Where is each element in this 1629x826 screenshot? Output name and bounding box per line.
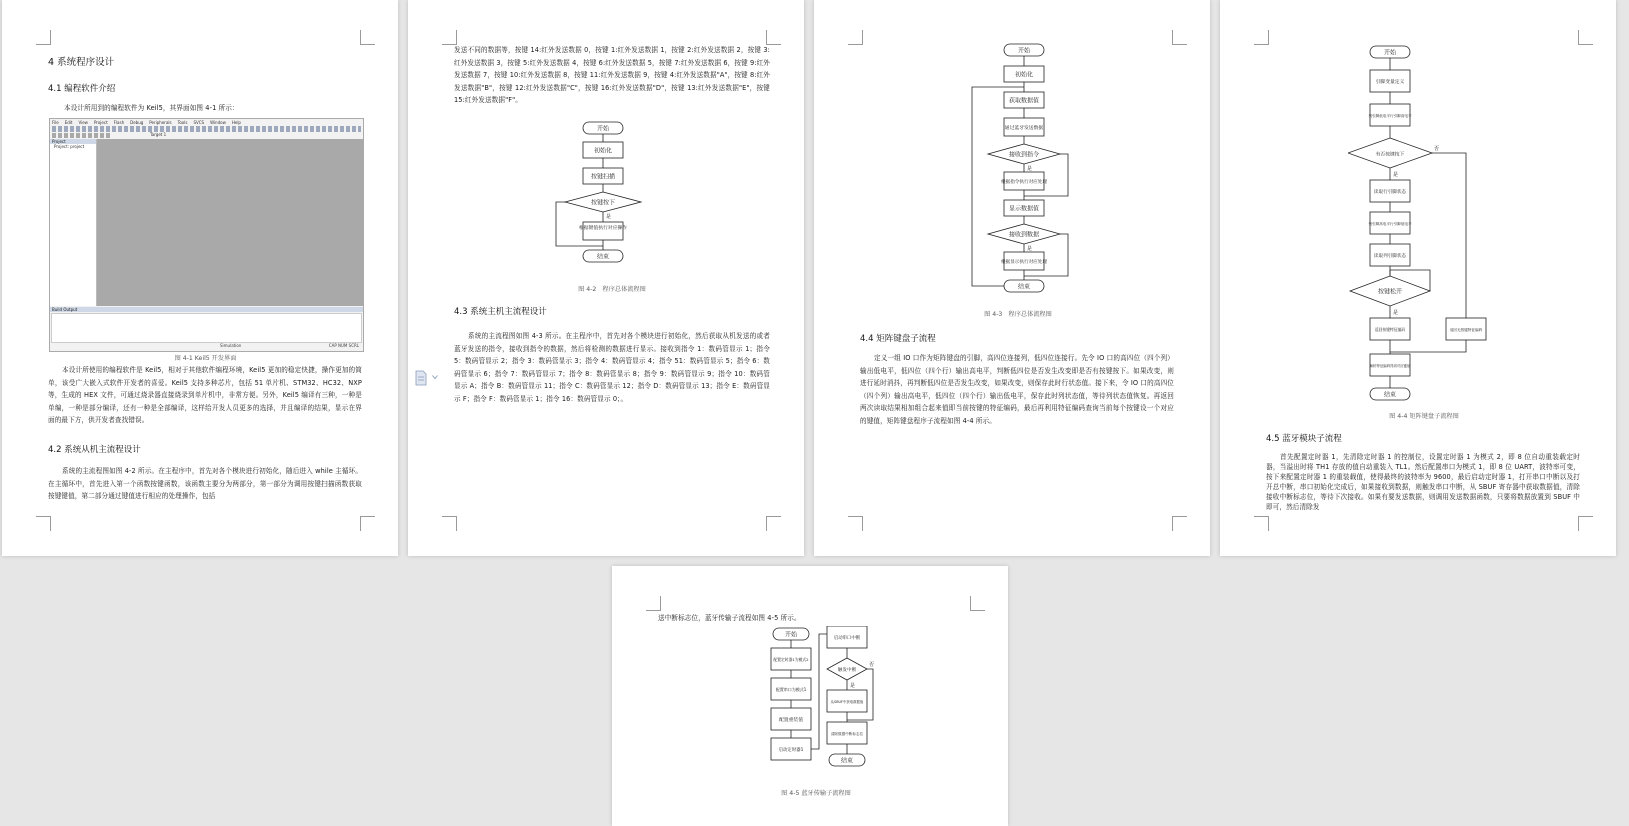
keil-menu-item: SVCS	[193, 120, 205, 125]
crop-mark	[360, 516, 375, 531]
flow-reload: 配置重装值	[779, 718, 803, 723]
crop-mark	[442, 516, 457, 531]
flow-retnone: 返回无按键特征编码	[1449, 328, 1483, 332]
flow-getcol: 读取列引脚状态	[1373, 254, 1407, 259]
crop-mark	[1578, 30, 1593, 45]
page-4	[1220, 0, 1616, 556]
flow-pressed: 有否按键按下	[1375, 152, 1405, 158]
flow-yes: 是	[1393, 310, 1399, 316]
keil-menu-item: Help	[231, 120, 241, 125]
flow-setcol: 列引脚高电平行引脚低电平	[1368, 222, 1412, 226]
crop-mark	[646, 596, 661, 611]
keil-screenshot	[49, 118, 364, 352]
page-1	[2, 0, 398, 556]
keil-menu-item: Debug	[130, 120, 144, 125]
keil-menu-item: Edit	[64, 120, 73, 125]
flowchart-4-2	[548, 118, 668, 276]
keil-menu-item: Tools	[177, 120, 188, 125]
flow-getdata: 从SBUF中获取数据值	[830, 700, 864, 704]
crop-mark	[1254, 516, 1269, 531]
flow-exec: 根据指令执行对应处理	[1001, 180, 1047, 185]
flow-no: 否	[1434, 146, 1440, 152]
crop-mark	[36, 516, 51, 531]
crop-mark	[1254, 30, 1269, 45]
keil-toolbar	[52, 126, 361, 132]
flow-yes: 是	[1393, 172, 1399, 178]
flow-scan: 按键扫描	[590, 173, 616, 181]
keil-menu-item: File	[52, 120, 59, 125]
crop-mark	[1172, 516, 1187, 531]
keil-project-item: Project: project	[54, 144, 85, 149]
flow-yes: 是	[1027, 246, 1033, 252]
section-heading-4-3: 4.3 系统主机主流程设计	[454, 307, 547, 317]
flowchart-4-5	[757, 626, 887, 786]
section-heading-4-5: 4.5 蓝牙模块子流程	[1266, 434, 1342, 444]
paragraph-4-4: 定义一组 IO 口作为矩阵键盘的引脚，高四位连接列，低四位连接行。先令 IO 口的高四位（四个列）输出低电平，低四位（四个行）输出高电平，判断低四位是否发生改变即是否有按键按下。如果改变，则进行延时消抖，再判断低四位是否发生改变，如果改变，则保存此时行状态值。接下来，令 IO 口的高四位（四个列）输出高电平，低四位（四个行）输出低电平，保存此时列状态值，等待列状态值恢复。再返回两次读取结果相加组合起来值即当前按键的特征编码，最后再利用特征编码查询当前每个按键设一个对应的键值，矩阵键盘程序子流程如图 4-4 所示。	[860, 354, 1174, 425]
keil-project-panel	[50, 139, 97, 306]
paragraph-bt-end: 送中断标志位，蓝牙传输子流程如图 4-5 所示。	[658, 614, 801, 622]
keil-project-title: Project	[50, 139, 96, 144]
paragraph-4-3: 系统的主流程图如图 4-3 所示。在主程序中，首先对各个模块进行初始化，然后获取从机发送的或者蓝牙发送的指令，接收到指令的数据，然后将检测的数据进行显示。接收到指令 1：数码管显示 1；指令 5：数码管显示 2；指令 3：数码管显示 3；指令 4：数码管显示 4；指令 51：数码管显示 5；指令 6：数码管显示 6；指令 7：数码管显示 7；指令 8：数码管显示 8；指令 9：数码管显示 9；指令 10：数码管显示 A；指令 B：数码管显示 11；指令 C：数码管显示 12；指令 D：数码管显示 13；指令 E：数码管显示 F；指令 F：数码管显示 1；指令 16：数码管显示 0；。	[454, 332, 770, 403]
paragraph-4-5: 首先配置定时器 1，先清除定时器 1 的控制位，设置定时器 1 为模式 2，即 8 位自动重装载定时器，当溢出时将 TH1 存放的值自动重装入 TL1。然后配置串口为模式 1，即 8 位 UART，波特率可变，按下来配置定时器 1 的重装载值，使得最终的波特率为 9600，最后启动定时器 1，打开串口中断以及打开总中断，串口初始化完成后，如果接收到数据，则触发串口中断，从 SBUF 寄存器中获取数据值，清除接收中断标志位，等待下次接收。如果有要发送数据，则调用发送数据函数，只要将数据放置到 SBUF 中即可，然后清除发	[1266, 453, 1580, 511]
figure-caption-4-3: 图 4-3 程序总体流程图	[984, 311, 1052, 318]
flow-end: 结束	[840, 757, 854, 765]
flow-def: 引脚变量定义	[1375, 80, 1405, 85]
crop-mark	[1172, 30, 1187, 45]
page-2	[408, 0, 804, 556]
flowchart-4-3	[964, 40, 1084, 305]
crop-mark	[766, 516, 781, 531]
flow-end: 结束	[596, 253, 610, 261]
chevron-down-icon[interactable]	[432, 374, 438, 380]
paragraph-4-2: 系统的主流程图如图 4-2 所示。在主程序中，首先对各个模块进行初始化，随后进入 while 主循环。在主循环中，首先进入第一个函数按键函数，该函数主要分为两部分，第一部分为调用按键扫描函数获取按键键值，第二部分通过键值进行相应的处理操作，包括	[48, 467, 362, 501]
crop-mark	[442, 30, 457, 45]
flow-start: 开始	[1017, 47, 1031, 55]
flow-start: 开始	[596, 125, 610, 133]
flow-handle: 根据键值执行对应操作	[579, 226, 627, 231]
flow-timer: 配置定时器1为模式2	[773, 657, 809, 662]
keil-toolbar	[52, 133, 112, 138]
paragraph-key-mapping: 发送不同的数据等，按键 14:红外发送数据 0，按键 1:红外发送数据 1，按键 2:红外发送数据 2，按键 3:红外发送数据 3，按键 5:红外发送数据 4，按键 6:红外发送数据 5，按键 7:红外发送数据 6，按键 9:红外发送数据 7，按键 10:红外发送数据 8，按键 11:红外发送数据 9，按键 4:红外发送数据"A"，按键 8:红外发送数据"B"，按键 12:红外发送数据"C"，按键 16:红外发送数据"D"，按键 13:红外发送数据"E"，按键 15:红外发送数据"F"。	[454, 46, 770, 105]
crop-mark	[1578, 516, 1593, 531]
flow-yes: 是	[606, 214, 612, 220]
keil-status-left: Simulation	[220, 343, 242, 348]
flow-no: 否	[869, 662, 875, 668]
flow-get-data: 获取数据值	[1008, 97, 1040, 105]
crop-mark	[970, 596, 985, 611]
page-5	[612, 566, 1008, 826]
flow-getrow: 读取行引脚状态	[1373, 190, 1407, 195]
flow-runtimer: 启动定时器1	[778, 748, 804, 753]
section-heading-4-4: 4.4 矩阵键盘子流程	[860, 334, 936, 344]
flow-init: 初始化	[1014, 71, 1034, 79]
keil-build-output	[51, 313, 362, 343]
figure-caption-4-4: 图 4-4 矩阵键盘子流程图	[1389, 413, 1459, 420]
crop-mark	[360, 30, 375, 45]
flow-yes: 是	[1027, 166, 1033, 172]
figure-caption-4-5: 图 4-5 蓝牙传输子流程图	[781, 790, 851, 797]
keil-menu-item: Project	[93, 120, 108, 125]
page-3	[814, 0, 1210, 556]
figure-caption-4-1: 图 4-1 Keil5 开发界面	[174, 355, 237, 362]
paragraph-keil: 本设计所使用的编程软件是 Keil5，相对于其他软件编程环境，Keil5 更加的稳定快捷，操作更加的简单，该受广大嵌入式软件开发者的喜爱。Keil5 支持多种芯片，包括 51 单片机、STM32、HC32、NXP 等，生成的 HEX 文件，可通过烧录器直接烧录到单片机中，非常方便。另外，Keil5 编译有三种，一种是单编，一种是部分编译，还有一种是全部编译，这样给开发人员更多的选择，并且编译的结果，显示在界面的最下方，供开发者查找错误。	[48, 366, 362, 425]
keil-menu-item: View	[78, 120, 88, 125]
section-heading-4-2: 4.2 系统从机主流程设计	[48, 445, 141, 455]
flow-clear: 清除数据中断标志位	[830, 732, 864, 736]
flow-bt-send: 通过蓝牙发送数据	[1004, 126, 1044, 131]
flow-parse: 解析特征编码得到对应键值	[1369, 364, 1411, 368]
keil-menu-item: Peripherals	[149, 120, 172, 125]
flow-serial: 配置串口为模式1	[775, 687, 807, 692]
flow-yes: 是	[850, 683, 856, 689]
flow-show: 显示数据值	[1008, 205, 1040, 213]
flow-start: 开始	[784, 631, 798, 639]
flow-init: 初始化	[593, 147, 613, 155]
flow-exec2: 根据显示执行对应处理	[1001, 260, 1047, 265]
figure-caption-4-2: 图 4-2 程序总体流程图	[578, 286, 646, 293]
flow-end: 结束	[1017, 283, 1031, 291]
flow-trig: 触发中断	[837, 668, 857, 673]
crop-mark	[36, 30, 51, 45]
paragraph-intro: 本设计所用到的编程软件为 Keil5，其界面如图 4-1 所示：	[64, 104, 239, 112]
flow-recv: 接收到数据	[1008, 231, 1040, 239]
flow-end: 结束	[1383, 391, 1397, 399]
crop-mark	[848, 516, 863, 531]
crop-mark	[848, 30, 863, 45]
section-heading-4-1: 4.1 编程软件介绍	[48, 84, 116, 94]
flow-enint: 启动串口中断	[833, 636, 861, 641]
chapter-heading: 4 系统程序设计	[48, 57, 115, 68]
flow-cmd: 接收到指令	[1008, 151, 1040, 159]
keil-build-output-title: Build Output	[50, 307, 363, 312]
document-icon[interactable]	[414, 370, 428, 386]
flow-ret: 返回按键特征编码	[1374, 327, 1406, 332]
flow-io: 列引脚低电平行引脚高电平	[1368, 114, 1412, 118]
flow-pressed: 按键按下	[590, 199, 616, 207]
keil-editor-area	[97, 139, 363, 306]
keil-menu-item: Flash	[113, 120, 125, 125]
flow-start: 开始	[1383, 49, 1397, 57]
flow-release: 按键松开	[1377, 288, 1403, 296]
keil-status-right: CAP NUM SCRL	[328, 343, 359, 348]
keil-target-label: Target 1	[150, 132, 167, 137]
keil-menu-item: Window	[210, 120, 226, 125]
crop-mark	[766, 30, 781, 45]
flowchart-4-4	[1348, 42, 1508, 414]
